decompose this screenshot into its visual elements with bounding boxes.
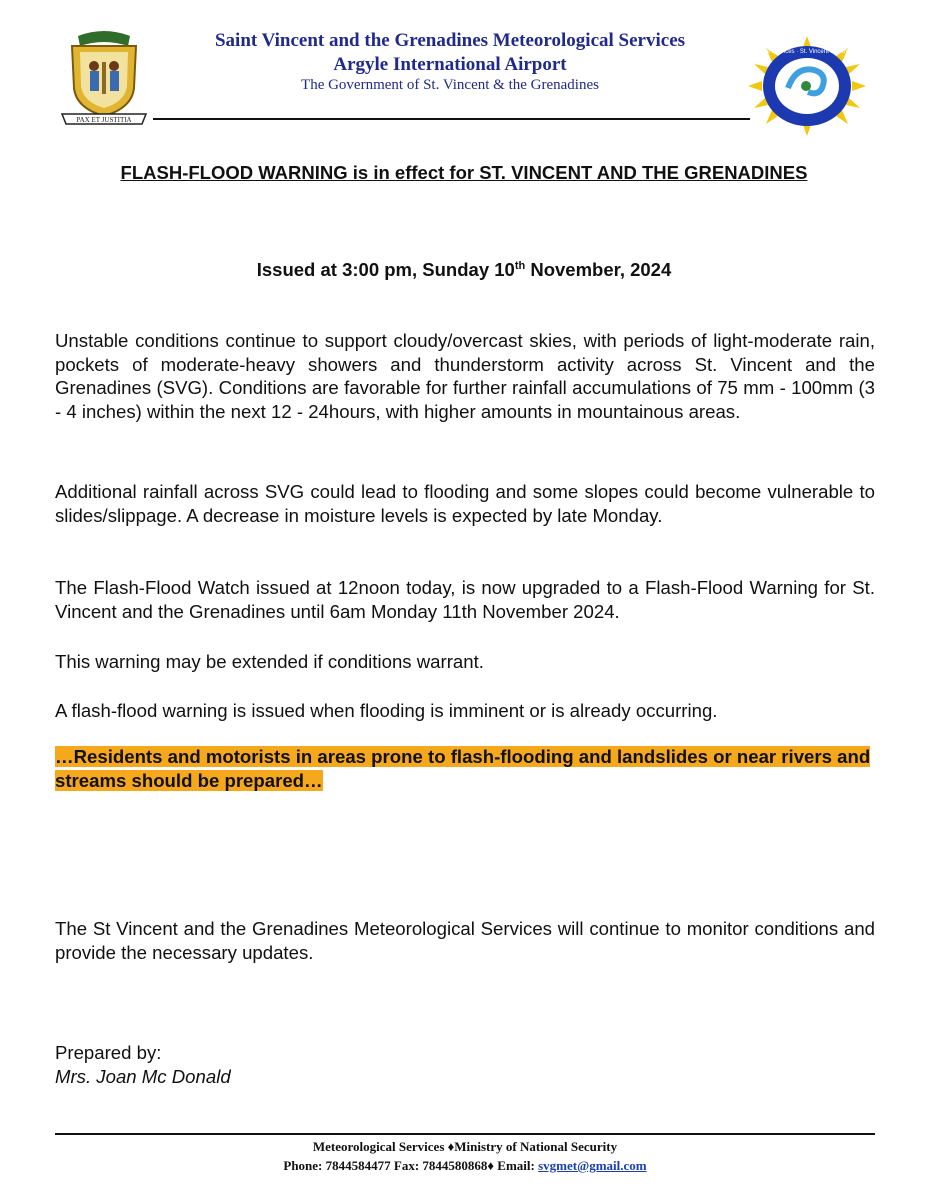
alert-text: …Residents and motorists in areas prone to flash-flooding and landslides or near rivers and streams should be prepared… — [55, 746, 871, 791]
paragraph-extension: This warning may be extended if conditions warrant. — [55, 651, 484, 672]
prepared-by-name: Mrs. Joan Mc Donald — [55, 1066, 231, 1087]
paragraph-upgrade: The Flash-Flood Watch issued at 12noon today, is now upgraded to a Flash-Flood Warning for St. Vincent and the Grenadines until 6am Monday 11th November 2024. — [55, 577, 875, 622]
footer-contact — [55, 1158, 875, 1174]
paragraph-definition: A flash-flood warning is issued when flooding is imminent or is already occurring. — [55, 700, 718, 721]
highlighted-alert — [55, 745, 875, 792]
org-name: Saint Vincent and the Grenadines Meteorological Services — [214, 30, 686, 51]
footer-ministry: Meteorological Services ♦Ministry of National Security — [312, 1139, 618, 1154]
paragraph-impacts: Additional rainfall across SVG could lead to flooding and some slopes could become vulnerable to slides/slippage. A decrease in moisture levels is expected by late Monday. — [55, 481, 875, 526]
issued-time — [40, 259, 888, 281]
footer-divider — [55, 1133, 875, 1135]
issued-sup: th — [514, 259, 526, 272]
bulletin-title: FLASH-FLOOD WARNING is in effect for ST. VINCENT AND THE GRENADINES — [120, 162, 808, 183]
footer-email-link[interactable]: svgmet@gmail.com — [538, 1158, 647, 1173]
footer-phone-fax: Phone: 7844584477 Fax: 7844580868♦ Email: — [283, 1158, 539, 1173]
met-logo-text: Meteorological Services · St. Vincent and the Grenadines — [730, 49, 884, 55]
crest-motto: PAX ET JUSTITIA — [76, 116, 132, 124]
prepared-by-label: Prepared by: — [55, 1042, 162, 1063]
issued-suffix: November, 2024 — [525, 259, 672, 280]
coat-of-arms-icon — [58, 28, 150, 128]
met-services-logo-icon — [730, 36, 884, 136]
paragraph-monitoring: The St Vincent and the Grenadines Meteorological Services will continue to monitor conditions and provide the necessary updates. — [55, 918, 875, 963]
paragraph-conditions: Unstable conditions continue to support cloudy/overcast skies, with periods of light-moderate rain, pockets of moderate-heavy showers and thunderstorm activity across St. Vincent and the Grenadines (SVG). Conditions are favorable for further rainfall accumulations of 75 mm - 100mm (3 - 4 inches) within the next 12 - 24hours, with higher amounts in mountainous areas. — [55, 330, 875, 422]
issued-prefix: Issued at 3:00 pm, Sunday 10 — [256, 259, 515, 280]
header-divider — [153, 118, 750, 120]
org-location: Argyle International Airport — [333, 54, 567, 75]
government-name: The Government of St. Vincent & the Grenadines — [301, 77, 599, 93]
